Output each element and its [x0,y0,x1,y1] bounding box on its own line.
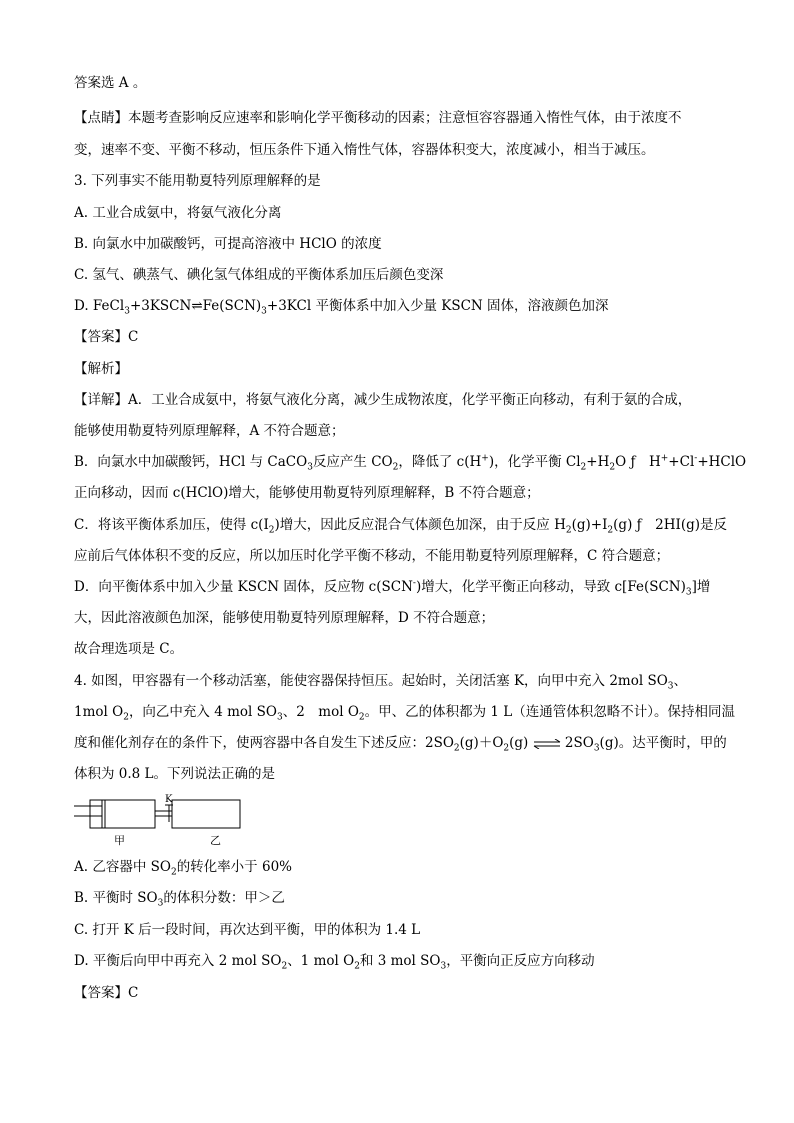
question-4-stem-line-1: 4. 如图，甲容器有一个移动活塞，能使容器保持恒压。起始时，关闭活塞 K，向甲中充入 2mol $SO_3$、 [74,673,688,692]
detail-b-line-1: B．向氯水中加碳酸钙，HCl 与 CaCO$_3$反应产生 $CO_2$，降低了 c(H+)，化学平衡 $Cl_2+H_2O$ ƒ H++Cl-+HClO [74,453,747,473]
question-3-analysis-heading: 【解析】 [74,361,128,377]
question-3-stem: 3. 下列事实不能用勒夏特列原理解释的是 [74,173,321,189]
question-3-option-c: C. 氢气、碘蒸气、碘化氢气体组成的平衡体系加压后颜色变深 [74,267,444,283]
comment-line-2: 变，速率不变、平衡不移动，恒压条件下通入惰性气体，容器体积变大，浓度减小，相当于减压。 [74,142,655,158]
question-4-option-c: C. 打开 K 后一段时间，再次达到平衡，甲的体积为 1.4 L [74,922,421,938]
detail-a-line-2: 能够使用勒夏特列原理解释，A 不符合题意； [74,423,345,439]
question-3-option-b: B. 向氯水中加碳酸钙，可提高溶液中 HClO 的浓度 [74,236,382,252]
question-4-answer: 【答案】C [74,985,139,1001]
container-label-yi: 乙 [210,834,221,847]
question-4-stem-line-3: 度和催化剂存在的条件下，使两容器中各自发生下述反应：$2SO_2(g)+O_2(g)$ $2SO_3(g)$。达平衡时，甲的 [74,735,727,754]
question-3-summary: 故合理选项是 C。 [74,641,184,657]
question-4-option-d: D. 平衡后向甲中再充入 2 mol $SO_2$、1 mol $O_2$和 3 mol $SO_3$，平衡向正反应方向移动 [74,953,595,972]
question-3-option-a: A. 工业合成氨中，将氨气液化分离 [74,205,282,221]
detail-c-line-1: C．将该平衡体系加压，使得 $c(I_2)$增大，因此反应混合气体颜色加深，由于反应 $H_2(g)+I_2(g)$ ƒ 2HI(g)是反 [74,517,727,536]
question-4-stem-line-2: 1mol $O_2$，向乙中充入 4 mol $SO_3$、2 mol $O_2$。甲、乙的体积都为 1 L（连通管体积忽略不计）。保持相同温 [74,704,736,723]
equilibrium-arrow-icon [533,739,561,749]
answer-line-prev: 答案选 A 。 [74,75,147,91]
detail-d-line-1: D．向平衡体系中加入少量 KSCN 固体，反应物 c(SCN-)增大，化学平衡正向移动，导致 $c[Fe(SCN)_3]$增 [74,578,711,598]
question-4-option-b: B. 平衡时 $SO_3$的体积分数：甲＞乙 [74,890,285,909]
question-4-option-a: A. 乙容器中 $SO_2$的转化率小于 60% [74,859,292,878]
detail-d-line-2: 大，因此溶液颜色加深，能够使用勒夏特列原理解释，D 不符合题意； [74,610,495,626]
question-3-answer: 【答案】C [74,329,139,345]
detail-a-line-1: 【详解】A．工业合成氨中，将氨气液化分离，减少生成物浓度，化学平衡正向移动，有利于氨的合成， [74,392,692,408]
detail-b-line-2: 正向移动，因而 c(HClO)增大，能够使用勒夏特列原理解释，B 不符合题意； [74,485,540,501]
container-diagram [72,794,244,848]
comment-line-1: 【点睛】本题考查影响反应速率和影响化学平衡移动的因素；注意恒容容器通入惰性气体，由于浓度不 [74,110,682,126]
valve-label-k: K [165,794,173,805]
detail-c-line-2: 应前后气体体积不变的反应，所以加压时化学平衡不移动，不能用勒夏特列原理解释，C 符合题意； [74,548,670,564]
container-label-jia: 甲 [114,834,125,847]
question-3-option-d: D. $FeCl_3+3KSCN\rightleftharpoons Fe(SCN)_3+3KCl$ 平衡体系中加入少量 KSCN 固体，溶液颜色加深 [74,298,609,317]
question-4-stem-line-4: 体积为 0.8 L。下列说法正确的是 [74,766,276,782]
